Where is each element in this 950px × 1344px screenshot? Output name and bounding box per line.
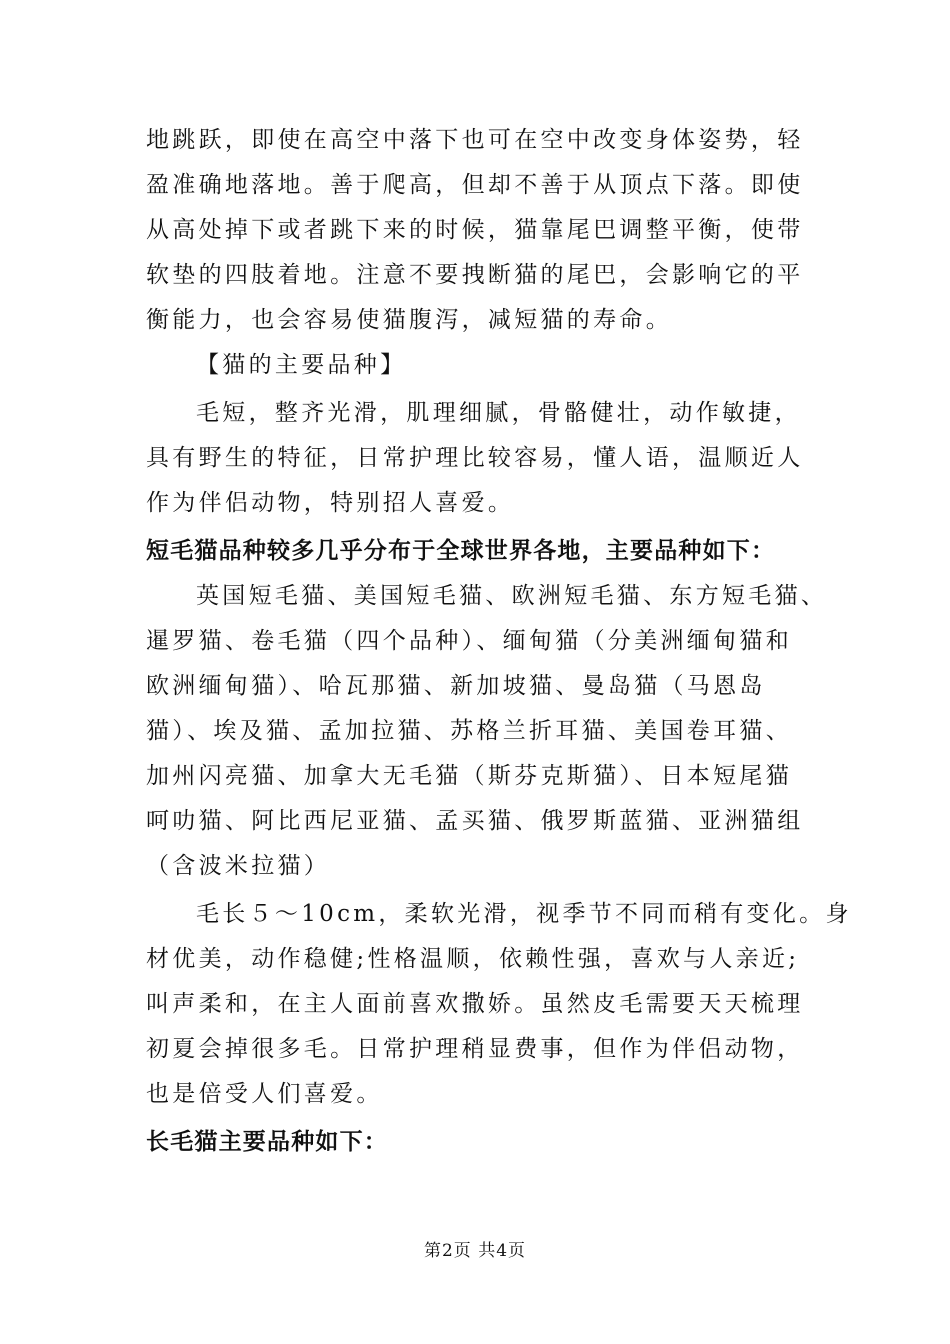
page-number-footer: 第2页 共4页 — [423, 1241, 527, 1261]
paragraph-line: 暹罗猫、卷毛猫（四个品种）、缅甸猫（分美洲缅甸猫和 — [146, 628, 792, 654]
paragraph-line: 具有野生的特征，日常护理比较容易，懂人语，温顺近人 — [146, 445, 804, 471]
paragraph-line: 叫声柔和，在主人面前喜欢撒娇。虽然皮毛需要天天梳理 — [146, 991, 804, 1017]
section-heading: 【猫的主要品种】 — [196, 352, 407, 378]
paragraph-line: 软垫的四肢着地。注意不要拽断猫的尾巴，会影响它的平 — [146, 262, 804, 288]
paragraph-line: 地跳跃，即使在高空中落下也可在空中改变身体姿势，轻 — [146, 127, 804, 153]
paragraph-line: 从高处掉下或者跳下来的时候，猫靠尾巴调整平衡，使带 — [146, 217, 804, 243]
paragraph-line: 材优美，动作稳健;性格温顺，依赖性强，喜欢与人亲近; — [146, 946, 800, 972]
paragraph-line: 衡能力，也会容易使猫腹泻，减短猫的寿命。 — [146, 307, 672, 333]
paragraph-line: 盈准确地落地。善于爬高，但却不善于从顶点下落。即使 — [146, 172, 804, 198]
paragraph-line: （含波米拉猫） — [146, 853, 331, 879]
paragraph-line: 加州闪亮猫、加拿大无毛猫（斯芬克斯猫）、日本短尾猫 — [146, 763, 792, 789]
paragraph-line: 英国短毛猫、美国短毛猫、欧洲短毛猫、东方短毛猫、 — [196, 583, 828, 609]
long-hair-heading: 长毛猫主要品种如下： — [146, 1129, 388, 1155]
paragraph-line: 也是倍受人们喜爱。 — [146, 1081, 383, 1107]
paragraph-line: 毛短，整齐光滑，肌理细腻，骨骼健壮，动作敏捷， — [196, 400, 801, 426]
paragraph-line: 毛长５～10cm，柔软光滑，视季节不同而稍有变化。身 — [196, 901, 852, 927]
paragraph-line: 初夏会掉很多毛。日常护理稍显费事，但作为伴侣动物， — [146, 1036, 804, 1062]
paragraph-line: 猫）、埃及猫、孟加拉猫、苏格兰折耳猫、美国卷耳猫、 — [146, 718, 792, 744]
short-hair-heading: 短毛猫品种较多几乎分布于全球世界各地，主要品种如下： — [146, 538, 776, 564]
paragraph-line: 欧洲缅甸猫）、哈瓦那猫、新加坡猫、曼岛猫（马恩岛 — [146, 673, 766, 699]
paragraph-line: 呵叻猫、阿比西尼亚猫、孟买猫、俄罗斯蓝猫、亚洲猫组 — [146, 808, 804, 834]
paragraph-line: 作为伴侣动物，特别招人喜爱。 — [146, 490, 515, 516]
